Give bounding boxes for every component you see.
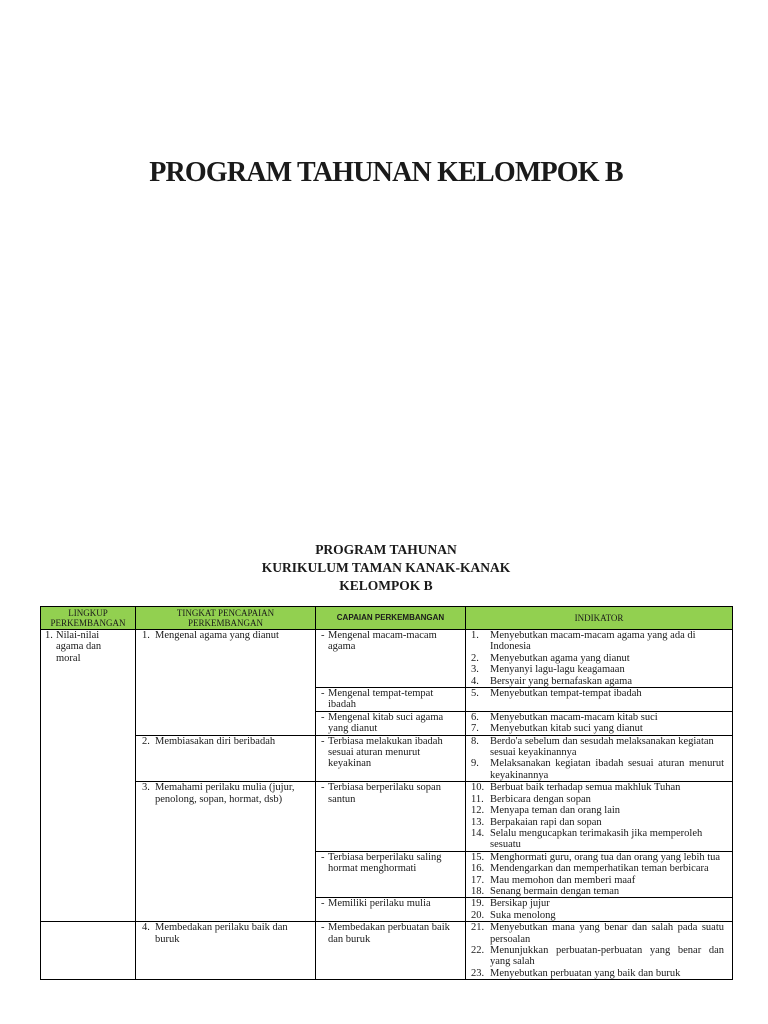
indikator-item bbox=[471, 886, 730, 897]
capaian-item bbox=[321, 688, 463, 711]
capaian-bullet: - bbox=[321, 711, 325, 723]
indikator-number: 21. bbox=[471, 922, 485, 934]
capaian-bullet: - bbox=[321, 688, 325, 700]
tingkat-item bbox=[142, 922, 313, 945]
caption-line-1: PROGRAM TAHUNAN bbox=[315, 542, 457, 557]
tingkat-label: Memahami perilaku mulia (jujur, penolong, sopan, hormat, dsb) bbox=[155, 782, 295, 805]
capaian-item bbox=[321, 782, 463, 805]
indikator-item bbox=[471, 922, 730, 945]
header-tingkat-label: TINGKAT PENCAPAIAN PERKEMBANGAN bbox=[176, 608, 275, 628]
indikator-text: Bersyair yang bernafaskan agama bbox=[490, 675, 632, 687]
indikator-number: 8. bbox=[471, 735, 479, 747]
indikator-number: 2. bbox=[471, 652, 479, 664]
indikator-item bbox=[471, 653, 730, 664]
table-row bbox=[41, 735, 733, 782]
indikator-text: Menghormati guru, orang tua dan orang yang lebih tua bbox=[490, 851, 721, 863]
indikator-item bbox=[471, 664, 730, 675]
table-row bbox=[41, 782, 733, 851]
capaian-label: Membedakan perbuatan baik dan buruk bbox=[328, 922, 450, 945]
tingkat-cell bbox=[136, 735, 316, 782]
indikator-item bbox=[471, 782, 730, 793]
indikator-text: Menyebutkan macam-macam kitab suci bbox=[490, 711, 658, 723]
tingkat-number: 4. bbox=[142, 922, 150, 934]
capaian-cell bbox=[316, 851, 466, 898]
annual-program-table bbox=[40, 606, 733, 980]
capaian-bullet: - bbox=[321, 922, 325, 934]
table-header bbox=[41, 607, 733, 630]
indikator-text: Menyebutkan agama yang dianut bbox=[490, 652, 630, 664]
indikator-number: 18. bbox=[471, 885, 485, 897]
lingkup-cell-empty bbox=[41, 922, 136, 980]
caption-line-3: KELOMPOK B bbox=[339, 578, 433, 593]
indikator-item bbox=[471, 968, 730, 979]
indikator-number: 20. bbox=[471, 909, 485, 921]
capaian-label: Mengenal tempat-tempat ibadah bbox=[328, 688, 434, 711]
tingkat-cell bbox=[136, 630, 316, 736]
indikator-number: 5. bbox=[471, 688, 479, 700]
table-row bbox=[41, 922, 733, 980]
indikator-number: 4. bbox=[471, 675, 479, 687]
capaian-item bbox=[321, 712, 463, 735]
tingkat-number: 3. bbox=[142, 782, 150, 794]
indikator-number: 22. bbox=[471, 944, 485, 956]
indikator-cell bbox=[466, 898, 733, 922]
indikator-cell bbox=[466, 735, 733, 782]
capaian-cell bbox=[316, 735, 466, 782]
indikator-text: Mendengarkan dan memperhatikan teman berbicara bbox=[490, 863, 709, 875]
capaian-bullet: - bbox=[321, 851, 325, 863]
header-lingkup-label: LINGKUP PERKEMBANGAN bbox=[50, 608, 126, 628]
indikator-cell bbox=[466, 922, 733, 980]
indikator-item bbox=[471, 945, 730, 968]
indikator-cell bbox=[466, 782, 733, 851]
header-row bbox=[41, 607, 733, 630]
indikator-number: 16. bbox=[471, 863, 485, 875]
indikator-text: Menyebutkan mana yang benar dan salah pada suatu persoalan bbox=[490, 922, 724, 945]
tingkat-label: Membedakan perilaku baik dan buruk bbox=[155, 922, 288, 945]
indikator-text: Menyebutkan kitab suci yang dianut bbox=[490, 723, 643, 735]
tingkat-label: Mengenal agama yang dianut bbox=[155, 630, 279, 641]
tingkat-cell bbox=[136, 922, 316, 980]
indikator-number: 11. bbox=[471, 793, 484, 805]
header-tingkat bbox=[136, 607, 316, 630]
indikator-text: Bersikap jujur bbox=[490, 898, 550, 910]
indikator-text: Menyapa teman dan orang lain bbox=[490, 805, 621, 817]
document-title: PROGRAM TAHUNAN KELOMPOK B bbox=[149, 157, 623, 188]
capaian-item bbox=[321, 852, 463, 875]
capaian-cell bbox=[316, 711, 466, 735]
header-lingkup bbox=[41, 607, 136, 630]
indikator-item bbox=[471, 852, 730, 863]
indikator-number: 3. bbox=[471, 664, 479, 676]
capaian-cell bbox=[316, 782, 466, 851]
indikator-number: 9. bbox=[471, 758, 479, 770]
indikator-item bbox=[471, 794, 730, 805]
tingkat-item bbox=[142, 736, 313, 747]
capaian-label: Terbiasa berperilaku sopan santun bbox=[328, 782, 441, 805]
capaian-bullet: - bbox=[321, 735, 325, 747]
header-capaian bbox=[316, 607, 466, 630]
capaian-item bbox=[321, 630, 463, 653]
indikator-item bbox=[471, 817, 730, 828]
indikator-item bbox=[471, 688, 730, 699]
indikator-item bbox=[471, 758, 730, 781]
indikator-item bbox=[471, 805, 730, 816]
indikator-number: 19. bbox=[471, 898, 485, 910]
indikator-cell bbox=[466, 851, 733, 898]
indikator-text: Berbuat baik terhadap semua makhluk Tuhan bbox=[490, 782, 681, 794]
capaian-item bbox=[321, 898, 463, 909]
lingkup-label: Nilai-nilai agama dan moral bbox=[56, 630, 102, 664]
capaian-cell bbox=[316, 898, 466, 922]
capaian-bullet: - bbox=[321, 898, 325, 910]
indikator-text: Berpakaian rapi dan sopan bbox=[490, 816, 602, 828]
indikator-item bbox=[471, 676, 730, 687]
tingkat-cell bbox=[136, 782, 316, 922]
tingkat-label: Membiasakan diri beribadah bbox=[155, 735, 276, 747]
indikator-number: 14. bbox=[471, 827, 485, 839]
capaian-label: Terbiasa melakukan ibadah sesuai aturan menurut keyakinan bbox=[328, 735, 443, 770]
indikator-text: Menyebutkan macam-macam agama yang ada di Indonesia bbox=[490, 630, 696, 653]
indikator-number: 7. bbox=[471, 723, 479, 735]
indikator-item bbox=[471, 910, 730, 921]
indikator-text: Berbicara dengan sopan bbox=[490, 793, 591, 805]
indikator-cell bbox=[466, 711, 733, 735]
indikator-number: 12. bbox=[471, 805, 485, 817]
indikator-text: Menyebutkan tempat-tempat ibadah bbox=[490, 688, 642, 700]
capaian-cell bbox=[316, 630, 466, 688]
caption-line-2: KURIKULUM TAMAN KANAK-KANAK bbox=[261, 560, 511, 575]
capaian-item bbox=[321, 922, 463, 945]
capaian-label: Memiliki perilaku mulia bbox=[328, 898, 431, 910]
capaian-bullet: - bbox=[321, 630, 325, 641]
indikator-number: 17. bbox=[471, 874, 485, 886]
indikator-number: 23. bbox=[471, 967, 485, 979]
capaian-label: Mengenal macam-macam agama bbox=[328, 630, 437, 653]
tingkat-number: 1. bbox=[142, 630, 150, 641]
table-caption bbox=[4, 541, 768, 595]
header-indikator bbox=[466, 607, 733, 630]
indikator-cell bbox=[466, 630, 733, 688]
table-row bbox=[41, 630, 733, 688]
table-body bbox=[41, 630, 733, 980]
lingkup-cell bbox=[41, 630, 136, 922]
capaian-cell bbox=[316, 922, 466, 980]
indikator-text: Mau memohon dan memberi maaf bbox=[490, 874, 636, 886]
indikator-item bbox=[471, 630, 730, 653]
indikator-item bbox=[471, 898, 730, 909]
capaian-label: Terbiasa berperilaku saling hormat menghormati bbox=[328, 851, 442, 875]
capaian-bullet: - bbox=[321, 782, 325, 794]
indikator-number: 6. bbox=[471, 711, 479, 723]
tingkat-item bbox=[142, 782, 313, 805]
indikator-number: 13. bbox=[471, 816, 485, 828]
indikator-text: Suka menolong bbox=[490, 909, 556, 921]
indikator-text: Menyebutkan perbuatan yang baik dan buruk bbox=[490, 967, 681, 979]
indikator-item bbox=[471, 736, 730, 759]
indikator-text: Melaksanakan kegiatan ibadah sesuai aturan menurut keyakinannya bbox=[490, 758, 724, 781]
header-capaian-label: CAPAIAN PERKEMBANGAN bbox=[336, 613, 445, 622]
tingkat-item bbox=[142, 630, 313, 641]
indikator-text: Selalu mengucapkan terimakasih jika memperoleh sesuatu bbox=[490, 827, 703, 851]
indikator-number: 10. bbox=[471, 782, 485, 794]
indikator-number: 1. bbox=[471, 630, 479, 641]
capaian-label: Mengenal kitab suci agama yang dianut bbox=[328, 711, 444, 735]
indikator-item bbox=[471, 828, 730, 851]
indikator-item bbox=[471, 712, 730, 723]
tingkat-number: 2. bbox=[142, 735, 150, 747]
indikator-text: Berdo'a sebelum dan sesudah melaksanakan kegiatan sesuai keyakinannya bbox=[490, 735, 714, 759]
indikator-text: Menyanyi lagu-lagu keagamaan bbox=[490, 664, 625, 676]
capaian-item bbox=[321, 736, 463, 770]
header-indikator-label: INDIKATOR bbox=[574, 613, 624, 623]
indikator-number: 15. bbox=[471, 851, 485, 863]
indikator-item bbox=[471, 723, 730, 734]
indikator-item bbox=[471, 863, 730, 874]
lingkup-number: 1. bbox=[45, 630, 53, 641]
indikator-cell bbox=[466, 688, 733, 712]
indikator-item bbox=[471, 875, 730, 886]
indikator-text: Menunjukkan perbuatan-perbuatan yang benar dan yang salah bbox=[490, 944, 724, 968]
indikator-text: Senang bermain dengan teman bbox=[490, 885, 620, 897]
lingkup-item bbox=[45, 630, 133, 664]
capaian-cell bbox=[316, 688, 466, 712]
